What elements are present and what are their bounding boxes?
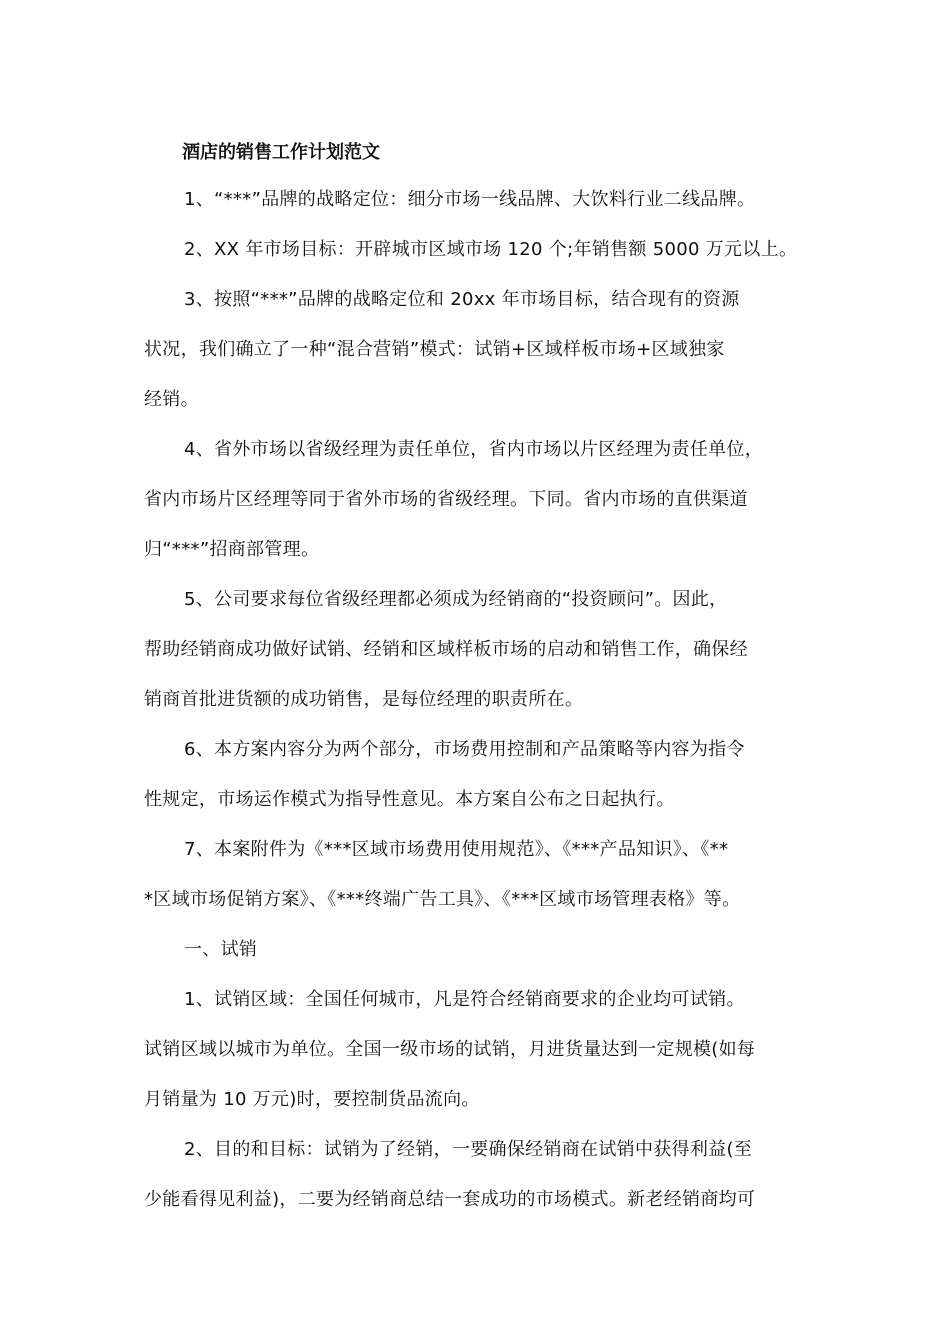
paragraph-line: 3、按照“***”品牌的战略定位和 20xx 年市场目标，结合现有的资源 bbox=[184, 289, 740, 310]
paragraph-line: 少能看得见利益)，二要为经销商总结一套成功的市场模式。新老经销商均可 bbox=[144, 1189, 756, 1210]
section-heading: 一、试销 bbox=[184, 939, 258, 960]
paragraph-line: 7、本案附件为《***区域市场费用使用规范》、《***产品知识》、《** bbox=[184, 839, 729, 860]
paragraph-line: *区域市场促销方案》、《***终端广告工具》、《***区域市场管理表格》等。 bbox=[144, 889, 741, 910]
document-title: 酒店的销售工作计划范文 bbox=[182, 142, 380, 163]
paragraph-line: 经销。 bbox=[144, 389, 199, 410]
paragraph-line: 销商首批进货额的成功销售，是每位经理的职责所在。 bbox=[144, 689, 584, 710]
paragraph-line: 2、目的和目标：试销为了经销，一要确保经销商在试销中获得利益(至 bbox=[184, 1139, 753, 1160]
paragraph-line: 6、本方案内容分为两个部分，市场费用控制和产品策略等内容为指令 bbox=[184, 739, 745, 760]
paragraph-line: 试销区域以城市为单位。全国一级市场的试销，月进货量达到一定规模(如每 bbox=[144, 1039, 756, 1060]
paragraph-line: 省内市场片区经理等同于省外市场的省级经理。下同。省内市场的直供渠道 bbox=[144, 489, 748, 510]
paragraph-line: 性规定，市场运作模式为指导性意见。本方案自公布之日起执行。 bbox=[144, 789, 675, 810]
paragraph-line: 4、省外市场以省级经理为责任单位，省内市场以片区经理为责任单位， bbox=[184, 439, 764, 460]
paragraph-line: 2、XX 年市场目标：开辟城市区域市场 120 个;年销售额 5000 万元以上。 bbox=[184, 239, 798, 260]
paragraph-line: 帮助经销商成功做好试销、经销和区域样板市场的启动和销售工作，确保经 bbox=[144, 639, 748, 660]
paragraph-line: 1、“***”品牌的战略定位：细分市场一线品牌、大饮料行业二线品牌。 bbox=[184, 189, 756, 210]
paragraph-line: 5、公司要求每位省级经理都必须成为经销商的“投资顾问”。因此， bbox=[184, 589, 728, 610]
paragraph-line: 1、试销区域：全国任何城市，凡是符合经销商要求的企业均可试销。 bbox=[184, 989, 745, 1010]
paragraph-line: 归“***”招商部管理。 bbox=[144, 539, 320, 560]
paragraph-line: 状况，我们确立了一种“混合营销”模式：试销+区域样板市场+区域独家 bbox=[144, 339, 725, 360]
paragraph-line: 月销量为 10 万元)时，要控制货品流向。 bbox=[144, 1089, 480, 1110]
